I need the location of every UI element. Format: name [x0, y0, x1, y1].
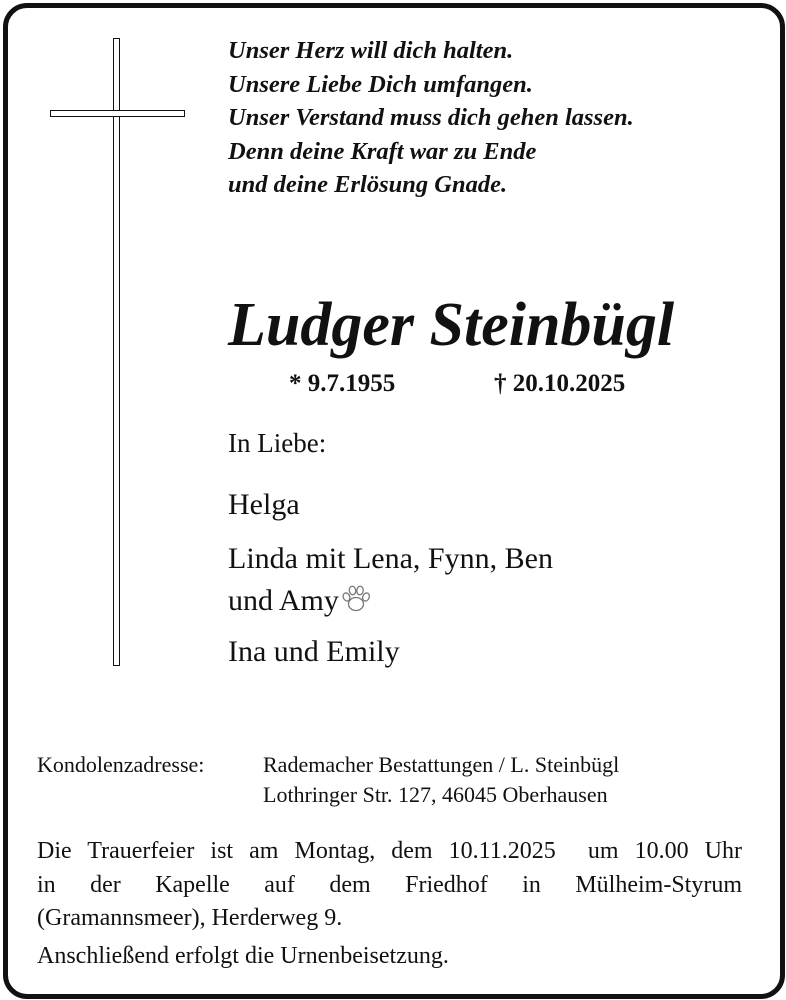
- funeral-details: [37, 835, 742, 936]
- birth-date: * 9.7.1955: [289, 370, 396, 397]
- mourner-line: Ina und Emily: [228, 635, 400, 668]
- death-date: † 20.10.2025: [494, 370, 626, 397]
- condolence-address: [263, 750, 619, 810]
- funeral-line: Die Trauerfeier ist am Montag, dem 10.11.2025 um 10.00 Uhr: [37, 838, 742, 864]
- mourner-line: und Amy: [228, 584, 339, 617]
- funeral-line: (Gramannsmeer), Herderweg 9.: [37, 905, 343, 931]
- poem-line: Denn deine Kraft war zu Ende: [228, 137, 537, 165]
- cross-vertical-beam: [113, 38, 120, 666]
- condolence-address-line: Rademacher Bestattungen / L. Steinbügl: [263, 752, 620, 777]
- funeral-line: in der Kapelle auf dem Friedhof in Mülheim-Styrum: [37, 871, 742, 898]
- mourner-line-with-pet: [228, 583, 372, 619]
- deceased-name: Ludger Steinbügl: [228, 291, 675, 359]
- cross-intersection: [115, 112, 119, 116]
- mourner-line: Linda mit Lena, Fynn, Ben: [228, 542, 553, 575]
- mourners-intro: In Liebe:: [228, 428, 327, 458]
- poem: [228, 34, 634, 202]
- poem-line: und deine Erlösung Gnade.: [228, 171, 508, 198]
- mourner-line: Helga: [228, 488, 300, 521]
- poem-line: Unser Verstand muss dich gehen lassen.: [228, 104, 634, 131]
- poem-line: Unsere Liebe Dich umfangen.: [228, 70, 533, 98]
- condolence-address-line: Lothringer Str. 127, 46045 Oberhausen: [263, 782, 608, 807]
- poem-line: Unser Herz will dich halten.: [228, 37, 514, 64]
- burial-note: Anschließend erfolgt die Urnenbeisetzung.: [37, 943, 449, 969]
- condolence-label: Kondolenzadresse:: [37, 752, 205, 777]
- paw-print-icon: [340, 584, 372, 614]
